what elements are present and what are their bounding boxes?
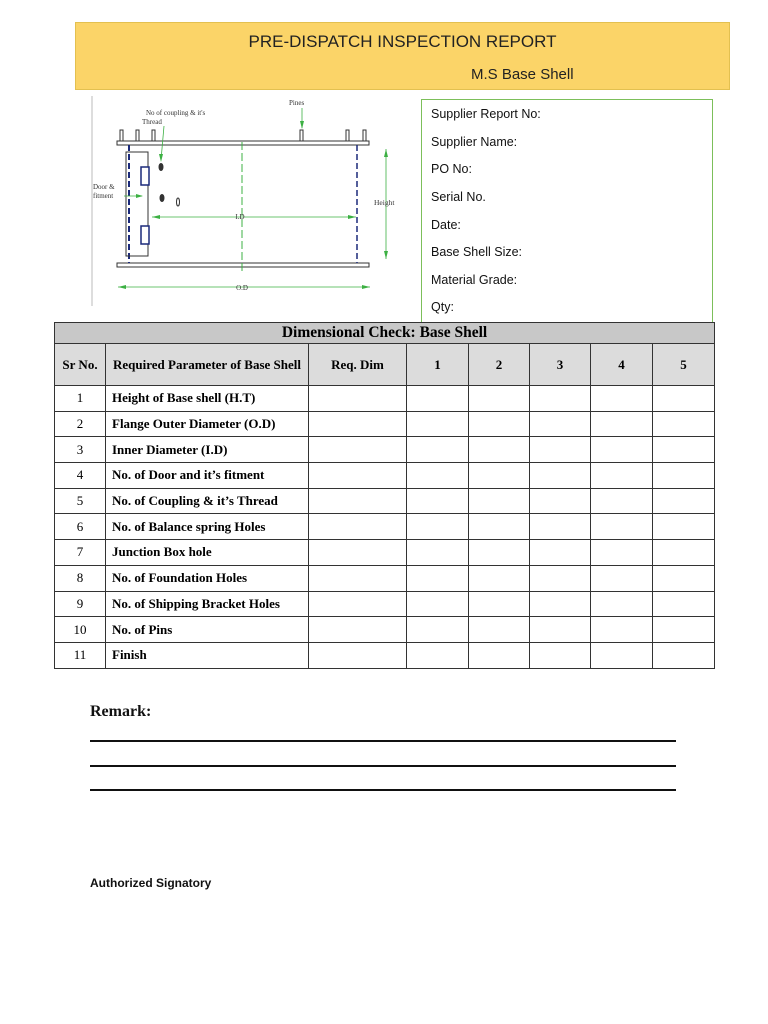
pins-group	[120, 130, 366, 141]
supplier-name-label: Supplier Name:	[431, 135, 518, 149]
reading-cell[interactable]	[407, 514, 469, 540]
sr-cell: 9	[55, 591, 106, 617]
req-dim-cell[interactable]	[309, 463, 407, 489]
reading-cell[interactable]	[653, 514, 715, 540]
header-col-1: 1	[407, 344, 469, 386]
req-dim-cell[interactable]	[309, 437, 407, 463]
reading-cell[interactable]	[407, 591, 469, 617]
table-row	[55, 386, 715, 412]
req-dim-cell[interactable]	[309, 642, 407, 668]
sr-cell: 1	[55, 386, 106, 412]
param-cell: Flange Outer Diameter (O.D)	[106, 411, 309, 437]
header-sr-no: Sr No.	[55, 344, 106, 386]
reading-cell[interactable]	[407, 540, 469, 566]
reading-cell[interactable]	[530, 488, 591, 514]
req-dim-cell[interactable]	[309, 386, 407, 412]
reading-cell[interactable]	[407, 488, 469, 514]
sr-cell: 3	[55, 437, 106, 463]
param-cell: No. of Pins	[106, 617, 309, 643]
req-dim-cell[interactable]	[309, 617, 407, 643]
sr-cell: 11	[55, 642, 106, 668]
sr-cell: 2	[55, 411, 106, 437]
sr-cell: 6	[55, 514, 106, 540]
req-dim-cell[interactable]	[309, 540, 407, 566]
reading-cell[interactable]	[591, 617, 653, 643]
header-col-3: 3	[530, 344, 591, 386]
table-row	[55, 437, 715, 463]
param-cell: No. of Shipping Bracket Holes	[106, 591, 309, 617]
req-dim-cell[interactable]	[309, 514, 407, 540]
reading-cell[interactable]	[653, 411, 715, 437]
door-label-line2: fitment	[93, 192, 114, 200]
table-row	[55, 488, 715, 514]
po-no-label: PO No:	[431, 162, 472, 176]
reading-cell[interactable]	[407, 437, 469, 463]
door-label-line1: Door &	[93, 183, 115, 191]
reading-cell[interactable]	[591, 386, 653, 412]
param-cell: Junction Box hole	[106, 540, 309, 566]
date-label: Date:	[431, 218, 461, 232]
table-row	[55, 463, 715, 489]
reading-cell[interactable]	[653, 591, 715, 617]
coupling-label-line2: Thread	[142, 118, 162, 126]
reading-cell[interactable]	[591, 488, 653, 514]
reading-cell[interactable]	[530, 514, 591, 540]
serial-no-label: Serial No.	[431, 190, 486, 204]
coupling-icon	[159, 163, 180, 206]
reading-cell[interactable]	[469, 386, 530, 412]
reading-cell[interactable]	[530, 463, 591, 489]
reading-cell[interactable]	[469, 437, 530, 463]
qty-label: Qty:	[431, 300, 454, 314]
report-subtitle: M.S Base Shell	[471, 66, 574, 83]
reading-cell[interactable]	[530, 565, 591, 591]
req-dim-cell[interactable]	[309, 488, 407, 514]
reading-cell[interactable]	[591, 565, 653, 591]
reading-cell[interactable]	[653, 437, 715, 463]
remark-label: Remark:	[90, 703, 152, 720]
table-row	[55, 540, 715, 566]
reading-cell[interactable]	[407, 411, 469, 437]
supplier-report-no-label: Supplier Report No:	[431, 107, 541, 121]
material-grade-label: Material Grade:	[431, 273, 518, 287]
header-col-5: 5	[653, 344, 715, 386]
reading-cell[interactable]	[530, 411, 591, 437]
remark-line[interactable]	[90, 740, 676, 742]
param-cell: No. of Foundation Holes	[106, 565, 309, 591]
reading-cell[interactable]	[469, 411, 530, 437]
reading-cell[interactable]	[653, 463, 715, 489]
reading-cell[interactable]	[591, 540, 653, 566]
param-cell: Finish	[106, 642, 309, 668]
base-shell-size-label: Base Shell Size:	[431, 245, 523, 259]
supplier-info-box	[421, 99, 713, 323]
reading-cell[interactable]	[653, 617, 715, 643]
remark-line[interactable]	[90, 765, 676, 767]
reading-cell[interactable]	[591, 591, 653, 617]
dimensional-check-table	[54, 322, 715, 669]
param-cell: No. of Balance spring Holes	[106, 514, 309, 540]
reading-cell[interactable]	[530, 540, 591, 566]
table-caption: Dimensional Check: Base Shell	[55, 323, 715, 344]
reading-cell[interactable]	[591, 463, 653, 489]
reading-cell[interactable]	[591, 514, 653, 540]
reading-cell[interactable]	[591, 411, 653, 437]
reading-cell[interactable]	[469, 617, 530, 643]
reading-cell[interactable]	[469, 565, 530, 591]
id-label: I.D	[235, 213, 245, 221]
table-row	[55, 411, 715, 437]
header-col-2: 2	[469, 344, 530, 386]
height-label: Height	[374, 198, 395, 207]
sr-cell: 7	[55, 540, 106, 566]
reading-cell[interactable]	[591, 437, 653, 463]
reading-cell[interactable]	[469, 463, 530, 489]
table-row	[55, 514, 715, 540]
pins-label: Pines	[289, 99, 305, 107]
reading-cell[interactable]	[407, 617, 469, 643]
sr-cell: 5	[55, 488, 106, 514]
req-dim-cell[interactable]	[309, 591, 407, 617]
reading-cell[interactable]	[407, 642, 469, 668]
reading-cell[interactable]	[530, 642, 591, 668]
reading-cell[interactable]	[653, 565, 715, 591]
param-cell: No. of Door and it’s fitment	[106, 463, 309, 489]
coupling-label-line1: No of coupling & it's	[146, 109, 206, 117]
table-row	[55, 617, 715, 643]
sr-cell: 4	[55, 463, 106, 489]
reading-cell[interactable]	[653, 488, 715, 514]
reading-cell[interactable]	[407, 386, 469, 412]
table-row	[55, 591, 715, 617]
remark-line[interactable]	[90, 789, 676, 791]
reading-cell[interactable]	[469, 514, 530, 540]
req-dim-cell[interactable]	[309, 565, 407, 591]
reading-cell[interactable]	[469, 591, 530, 617]
reading-cell[interactable]	[407, 565, 469, 591]
od-label: O.D	[236, 284, 248, 292]
sr-cell: 10	[55, 617, 106, 643]
base-shell-diagram	[90, 94, 415, 308]
param-cell: Height of Base shell (H.T)	[106, 386, 309, 412]
sr-cell: 8	[55, 565, 106, 591]
reading-cell[interactable]	[469, 540, 530, 566]
reading-cell[interactable]	[407, 463, 469, 489]
reading-cell[interactable]	[591, 642, 653, 668]
reading-cell[interactable]	[530, 437, 591, 463]
reading-cell[interactable]	[469, 488, 530, 514]
reading-cell[interactable]	[653, 386, 715, 412]
table-row	[55, 642, 715, 668]
report-title: PRE-DISPATCH INSPECTION REPORT	[248, 32, 557, 51]
header-col-4: 4	[591, 344, 653, 386]
reading-cell[interactable]	[530, 386, 591, 412]
req-dim-cell[interactable]	[309, 411, 407, 437]
param-cell: No. of Coupling & it’s Thread	[106, 488, 309, 514]
authorized-signatory-label: Authorized Signatory	[90, 876, 212, 890]
reading-cell[interactable]	[653, 642, 715, 668]
reading-cell[interactable]	[653, 540, 715, 566]
reading-cell[interactable]	[469, 642, 530, 668]
report-header	[75, 22, 730, 90]
reading-cell[interactable]	[530, 591, 591, 617]
table-row	[55, 565, 715, 591]
header-parameter: Required Parameter of Base Shell	[106, 344, 309, 386]
reading-cell[interactable]	[530, 617, 591, 643]
header-req-dim: Req. Dim	[309, 344, 407, 386]
param-cell: Inner Diameter (I.D)	[106, 437, 309, 463]
